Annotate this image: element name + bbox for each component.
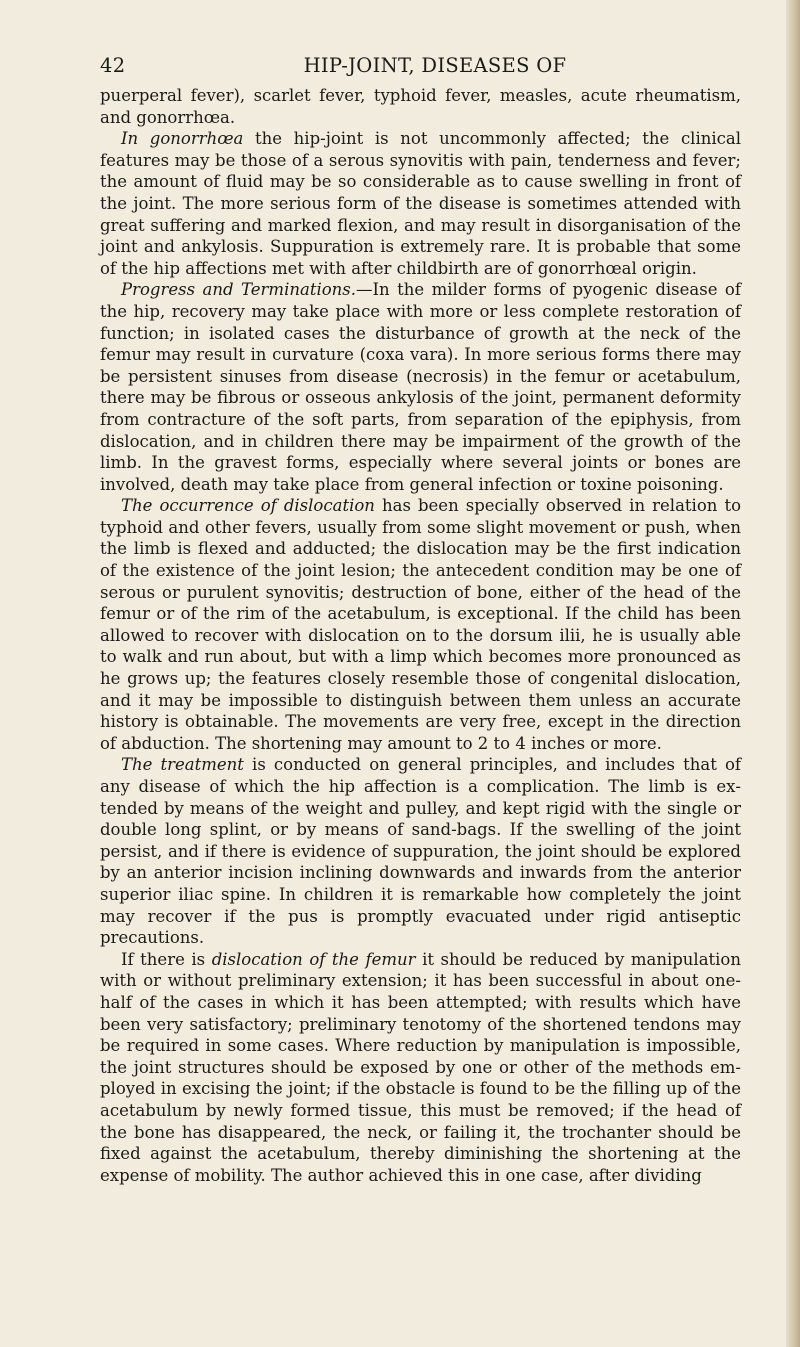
paragraph-p5	[100, 754, 741, 948]
running-head: HIP-JOINT, DISEASES OF	[303, 54, 567, 77]
page-header	[100, 54, 740, 84]
text-run: it should be reduced by manipulation with or without preliminary extension; it has been successful in about one-half of the cases in which it has been attempted; with results which have been very satisfactory; preliminary tenotomy of the shortened tendons may be required in some cases. Where reduction by manipulation is impossible, the joint structures should be exposed by one or other of the methods employed in excising the joint; if the obstacle is found to be the filling up of the acetabulum by newly formed tissue, this must be removed; if the head of the bone has disappeared, the neck, or failing it, the trochanter should be fixed against the acetabulum, thereby diminishing the shortening at the expense of mobility. The author achieved this in one case, after dividing	[100, 949, 741, 1185]
paragraph-p4	[100, 495, 741, 754]
page-number: 42	[100, 54, 126, 77]
italic-run: In gonorrhœa	[121, 129, 244, 149]
paragraph-p2	[100, 128, 741, 279]
paragraph-p1	[100, 85, 741, 128]
page-edge	[786, 0, 800, 1347]
text-run: has been specially observed in relation to typhoid and other fevers, usually from some slight movement or push, when the limb is flexed and adducted; the dislocation may be the first indication of the existence of the joint lesion; the antecedent condition may be one of serous or purulent synovitis; destruction of bone, either of the head of the femur or of the rim of the acetabulum, is exceptional. If the child has been allowed to recover with dislocation on to the dorsum ilii, he is usually able to walk and run about, but with a limp which becomes more pronounced as he grows up; the features closely resemble those of congenital dislocation, and it may be impossible to distinguish between them unless an accurate history is obtainable. The movements are very free, except in the direction of abduction. The shortening may amount to 2 to 4 inches or more.	[100, 496, 742, 753]
italic-run: dislocation of the femur	[211, 949, 416, 969]
text-run: —In the milder forms of pyogenic disease of the hip, recovery may take place with more or less complete restoration of function; in isolated cases the disturbance of growth at the neck of the femur may result in curvature (coxa vara). In more serious forms there may be persistent sinuses from disease (necrosis) in the femur or acetabulum, there may be fibrous or osseous ankylosis of the joint, permanent deformity from contracture of the soft parts, from separation of the epiphysis, from dislocation, and in children there may be impairment of the growth of the limb. In the gravest forms, especially where several joints or bones are involved, death may take place from general infection or toxine poisoning.	[100, 280, 741, 494]
text-run: puerperal fever), scarlet fever, typhoid fever, measles, acute rheumatism, and gonorrhœa.	[100, 86, 741, 127]
paragraph-p6	[100, 949, 741, 1187]
body-text	[100, 85, 741, 1186]
italic-run: Progress and Terminations.	[121, 280, 356, 300]
italic-run: The treatment	[121, 755, 244, 775]
text-run: If there is	[121, 949, 212, 969]
text-run: is conducted on general principles, and includes that of any disease of which the hip affection is a complication. The limb is extended by means of the weight and pulley, and kept rigid with the single or double long splint, or by means of sand-bags. If the swelling of the joint persist, and if there is evidence of suppuration, the joint should be explored by an anterior incision inclining downwards and inwards from the anterior superior iliac spine. In children it is remarkable how completely the joint may recover if the pus is promptly evacuated under rigid antiseptic precautions.	[100, 755, 741, 948]
paragraph-p3	[100, 279, 741, 495]
italic-run: The occurrence of dislocation	[121, 496, 375, 516]
text-run: the hip-joint is not uncommonly affected; the clinical features may be those of a serous synovitis with pain, tenderness and fever; the amount of fluid may be so considerable as to cause swelling in front of the joint. The more serious form of the disease is sometimes attended with great suffering and marked flexion, and may result in disorganisation of the joint and ankylosis. Suppuration is extremely rare. It is probable that some of the hip affections met with after childbirth are of gonorrhœal origin.	[100, 129, 741, 278]
